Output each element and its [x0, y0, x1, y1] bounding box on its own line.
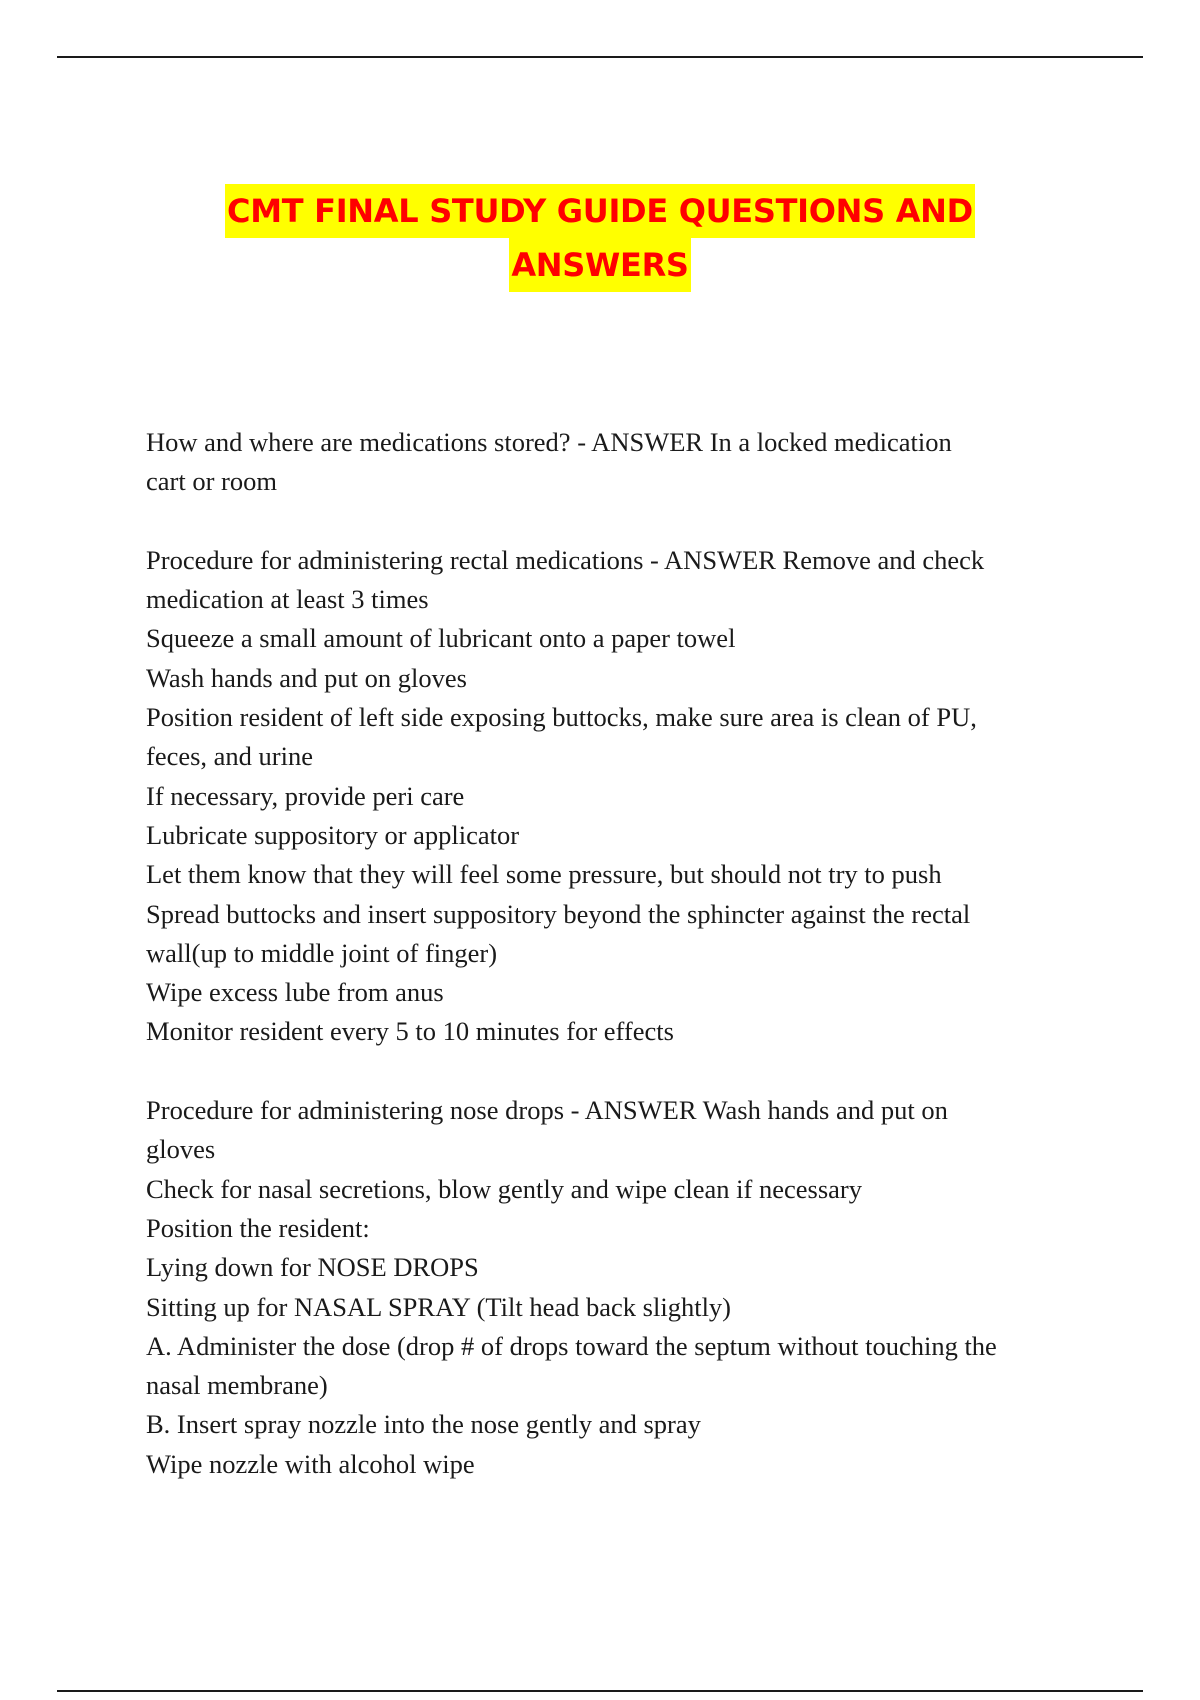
text-line: Procedure for administering nose drops - ANSWER Wash hands and put on: [146, 1095, 948, 1126]
text-line: gloves: [146, 1134, 216, 1165]
qa-item-medication-storage: [146, 423, 1076, 502]
document-body: [146, 423, 1076, 1523]
text-line: Lubricate suppository or applicator: [146, 819, 520, 850]
text-line: Position resident of left side exposing buttocks, make sure area is clean of PU,: [146, 702, 977, 733]
qa-item-nose-drops: [146, 1091, 1076, 1484]
text-line: Spread buttocks and insert suppository beyond the sphincter against the rectal: [146, 898, 971, 929]
text-line: Wipe excess lube from anus: [146, 977, 444, 1008]
text-line: Let them know that they will feel some pressure, but should not try to push: [146, 859, 942, 890]
text-line: Position the resident:: [146, 1212, 370, 1243]
text-line: Check for nasal secretions, blow gently and wipe clean if necessary: [146, 1173, 862, 1204]
qa-item-rectal-medications: [146, 541, 1076, 1052]
header-rule: [57, 56, 1143, 58]
text-line: Wash hands and put on gloves: [146, 662, 467, 693]
text-line: Squeeze a small amount of lubricant onto a paper towel: [146, 623, 736, 654]
text-line: medication at least 3 times: [146, 584, 429, 615]
footer-rule: [57, 1690, 1143, 1692]
text-line: feces, and urine: [146, 741, 314, 772]
text-line: cart or room: [146, 466, 277, 497]
text-line: How and where are medications stored? - ANSWER In a locked medication: [146, 427, 952, 457]
text-line: wall(up to middle joint of finger): [146, 937, 498, 968]
text-line: Sitting up for NASAL SPRAY (Tilt head back slightly): [146, 1291, 732, 1322]
text-line: Wipe nozzle with alcohol wipe: [146, 1448, 475, 1479]
document-title: [0, 184, 1200, 292]
text-line: Procedure for administering rectal medications - ANSWER Remove and check: [146, 544, 985, 575]
title-line: ANSWERS: [509, 238, 690, 292]
title-line: CMT FINAL STUDY GUIDE QUESTIONS AND: [225, 184, 975, 238]
text-line: B. Insert spray nozzle into the nose gently and spray: [146, 1409, 701, 1440]
text-line: If necessary, provide peri care: [146, 780, 465, 811]
text-line: A. Administer the dose (drop # of drops toward the septum without touching the: [146, 1330, 997, 1361]
text-line: nasal membrane): [146, 1370, 328, 1401]
text-line: Lying down for NOSE DROPS: [146, 1252, 479, 1283]
text-line: Monitor resident every 5 to 10 minutes for effects: [146, 1016, 674, 1047]
